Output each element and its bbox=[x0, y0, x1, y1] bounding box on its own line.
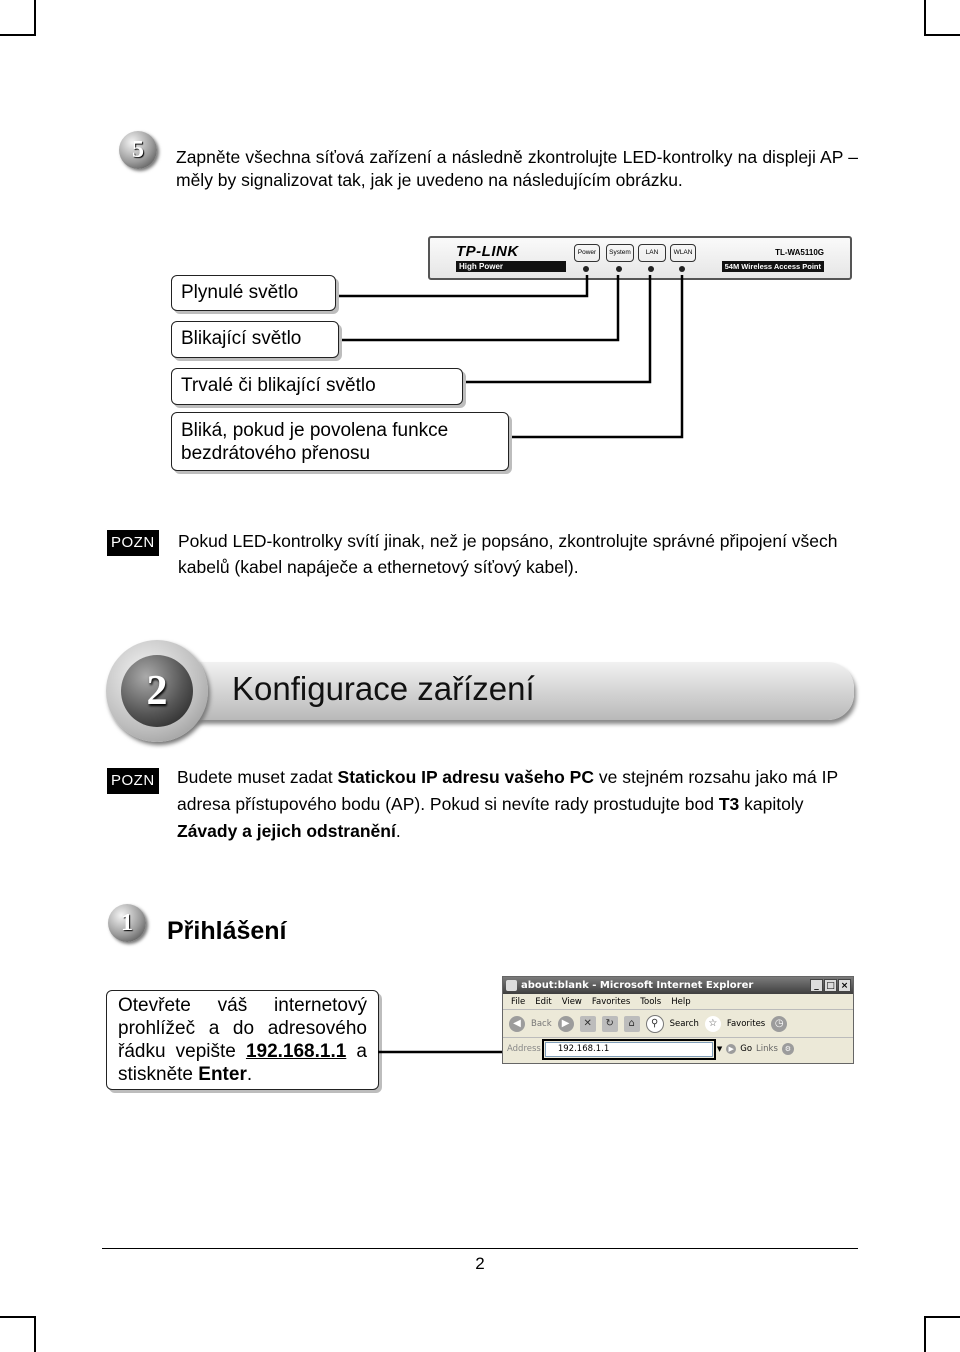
connector-power bbox=[336, 275, 587, 296]
menu-file[interactable]: File bbox=[511, 996, 526, 1007]
address-value: 192.168.1.1 bbox=[557, 1044, 610, 1054]
address-input[interactable] bbox=[545, 1042, 713, 1057]
high-power-tag: High Power bbox=[456, 261, 566, 272]
note-1-text: Pokud LED-kontrolky svítí jinak, než je popsáno, zkontrolujte správné připojení všech kabelů (kabel napáječe a ethernetový síťový kabel). bbox=[178, 531, 838, 577]
favorites-button-label[interactable]: Favorites bbox=[726, 1018, 766, 1029]
close-icon[interactable]: × bbox=[838, 979, 851, 992]
menu-view[interactable]: View bbox=[561, 996, 582, 1007]
stop-icon[interactable]: ✕ bbox=[580, 1016, 596, 1032]
refresh-icon[interactable]: ↻ bbox=[602, 1016, 618, 1032]
history-icon[interactable]: ◷ bbox=[771, 1016, 787, 1032]
note-2-text-part: Budete muset zadat bbox=[177, 767, 338, 787]
go-arrow-icon[interactable]: ▶ bbox=[726, 1044, 736, 1054]
address-label: Address bbox=[507, 1044, 541, 1054]
login-callout-text: . bbox=[246, 1064, 253, 1085]
led-label-power: Power bbox=[574, 244, 600, 262]
crop-mark-bottom-right bbox=[924, 1316, 960, 1352]
callout-lan: Trvalé či blikající světlo bbox=[171, 368, 463, 405]
model-number: TL-WA5110G bbox=[775, 248, 824, 257]
menu-edit[interactable]: Edit bbox=[535, 996, 552, 1007]
login-enter-key: Enter bbox=[198, 1064, 247, 1085]
back-arrow-icon[interactable]: ◀ bbox=[509, 1016, 525, 1032]
note-2-text-part: ve stejném rozsahu jako má IP adresa přístupového bodu (AP). Pokud si nevíte rady prostudujte bod bbox=[177, 767, 838, 814]
brand-logo: TP-LINK bbox=[456, 243, 519, 260]
step-5-text: Zapněte všechna síťová zařízení a následně zkontrolujte LED-kontrolky na displeji AP – měly by signalizovat tak, jak je uvedeno na následujícím obrázku. bbox=[176, 147, 858, 190]
browser-address-bar bbox=[503, 1038, 853, 1060]
links-label[interactable]: Links bbox=[756, 1044, 778, 1054]
note-2-bold-static-ip: Statickou IP adresu vašeho PC bbox=[337, 767, 594, 787]
section-title: Konfigurace zařízení bbox=[232, 670, 535, 707]
browser-toolbar bbox=[503, 1010, 853, 1038]
note-badge: POZN bbox=[107, 530, 159, 556]
callout-power: Plynulé světlo bbox=[171, 275, 336, 311]
maximize-icon[interactable]: □ bbox=[824, 979, 837, 992]
led-label-wlan: WLAN bbox=[670, 244, 696, 262]
menu-tools[interactable]: Tools bbox=[640, 996, 662, 1007]
note-2-bold-t3: T3 bbox=[718, 794, 740, 814]
address-dropdown-icon[interactable]: ▼ bbox=[716, 1045, 723, 1053]
browser-menu-bar bbox=[503, 994, 853, 1010]
step-1-title: Přihlášení bbox=[167, 917, 287, 945]
search-icon[interactable]: ⚲ bbox=[646, 1015, 664, 1033]
back-button-label[interactable]: Back bbox=[531, 1018, 552, 1029]
note-2-text-part: . bbox=[395, 821, 401, 841]
section-number: 2 bbox=[121, 655, 193, 727]
connector-system bbox=[339, 275, 618, 340]
go-button-label[interactable]: Go bbox=[740, 1044, 753, 1054]
crop-mark-bottom-left bbox=[0, 1316, 36, 1352]
tools-icon[interactable]: ⚙ bbox=[782, 1043, 794, 1055]
note-2-bold-chapter: Závady a jejich odstranění bbox=[177, 821, 396, 841]
ie-logo-icon bbox=[506, 980, 517, 991]
forward-arrow-icon[interactable]: ▶ bbox=[558, 1016, 574, 1032]
browser-title: about:blank - Microsoft Internet Explorer bbox=[521, 980, 754, 991]
login-callout bbox=[106, 990, 379, 1090]
minimize-icon[interactable]: _ bbox=[810, 979, 823, 992]
page-number: 2 bbox=[475, 1254, 485, 1273]
login-callout-text: Otevřete váš internetový prohlížeč a do adresového řádku vepište bbox=[118, 995, 367, 1062]
home-icon[interactable]: ⌂ bbox=[624, 1016, 640, 1032]
favorites-star-icon[interactable]: ☆ bbox=[705, 1016, 721, 1032]
note-2-text-part: kapitoly bbox=[739, 794, 804, 814]
led-label-lan: LAN bbox=[638, 244, 666, 262]
browser-title-bar bbox=[503, 977, 853, 994]
model-description: 54M Wireless Access Point bbox=[722, 261, 824, 272]
footer-divider bbox=[102, 1248, 858, 1249]
step-1-badge: 1 bbox=[108, 904, 146, 942]
step-5-badge: 5 bbox=[119, 131, 157, 169]
connector-lan bbox=[462, 275, 650, 382]
menu-help[interactable]: Help bbox=[671, 996, 691, 1007]
search-button-label[interactable]: Search bbox=[669, 1018, 699, 1029]
menu-favorites[interactable]: Favorites bbox=[591, 996, 631, 1007]
connector-wlan bbox=[508, 275, 682, 437]
note-badge-2: POZN bbox=[107, 768, 159, 794]
led-label-system: System bbox=[606, 244, 634, 262]
browser-window bbox=[502, 976, 854, 1064]
callout-system: Blikající světlo bbox=[171, 321, 339, 358]
login-ip-address: 192.168.1.1 bbox=[245, 1041, 347, 1062]
callout-wlan: Bliká, pokud je povolena funkce bezdrátového přenosu bbox=[171, 412, 509, 471]
note-2-text bbox=[177, 764, 861, 845]
login-callout-text: a stiskněte bbox=[118, 1041, 367, 1085]
